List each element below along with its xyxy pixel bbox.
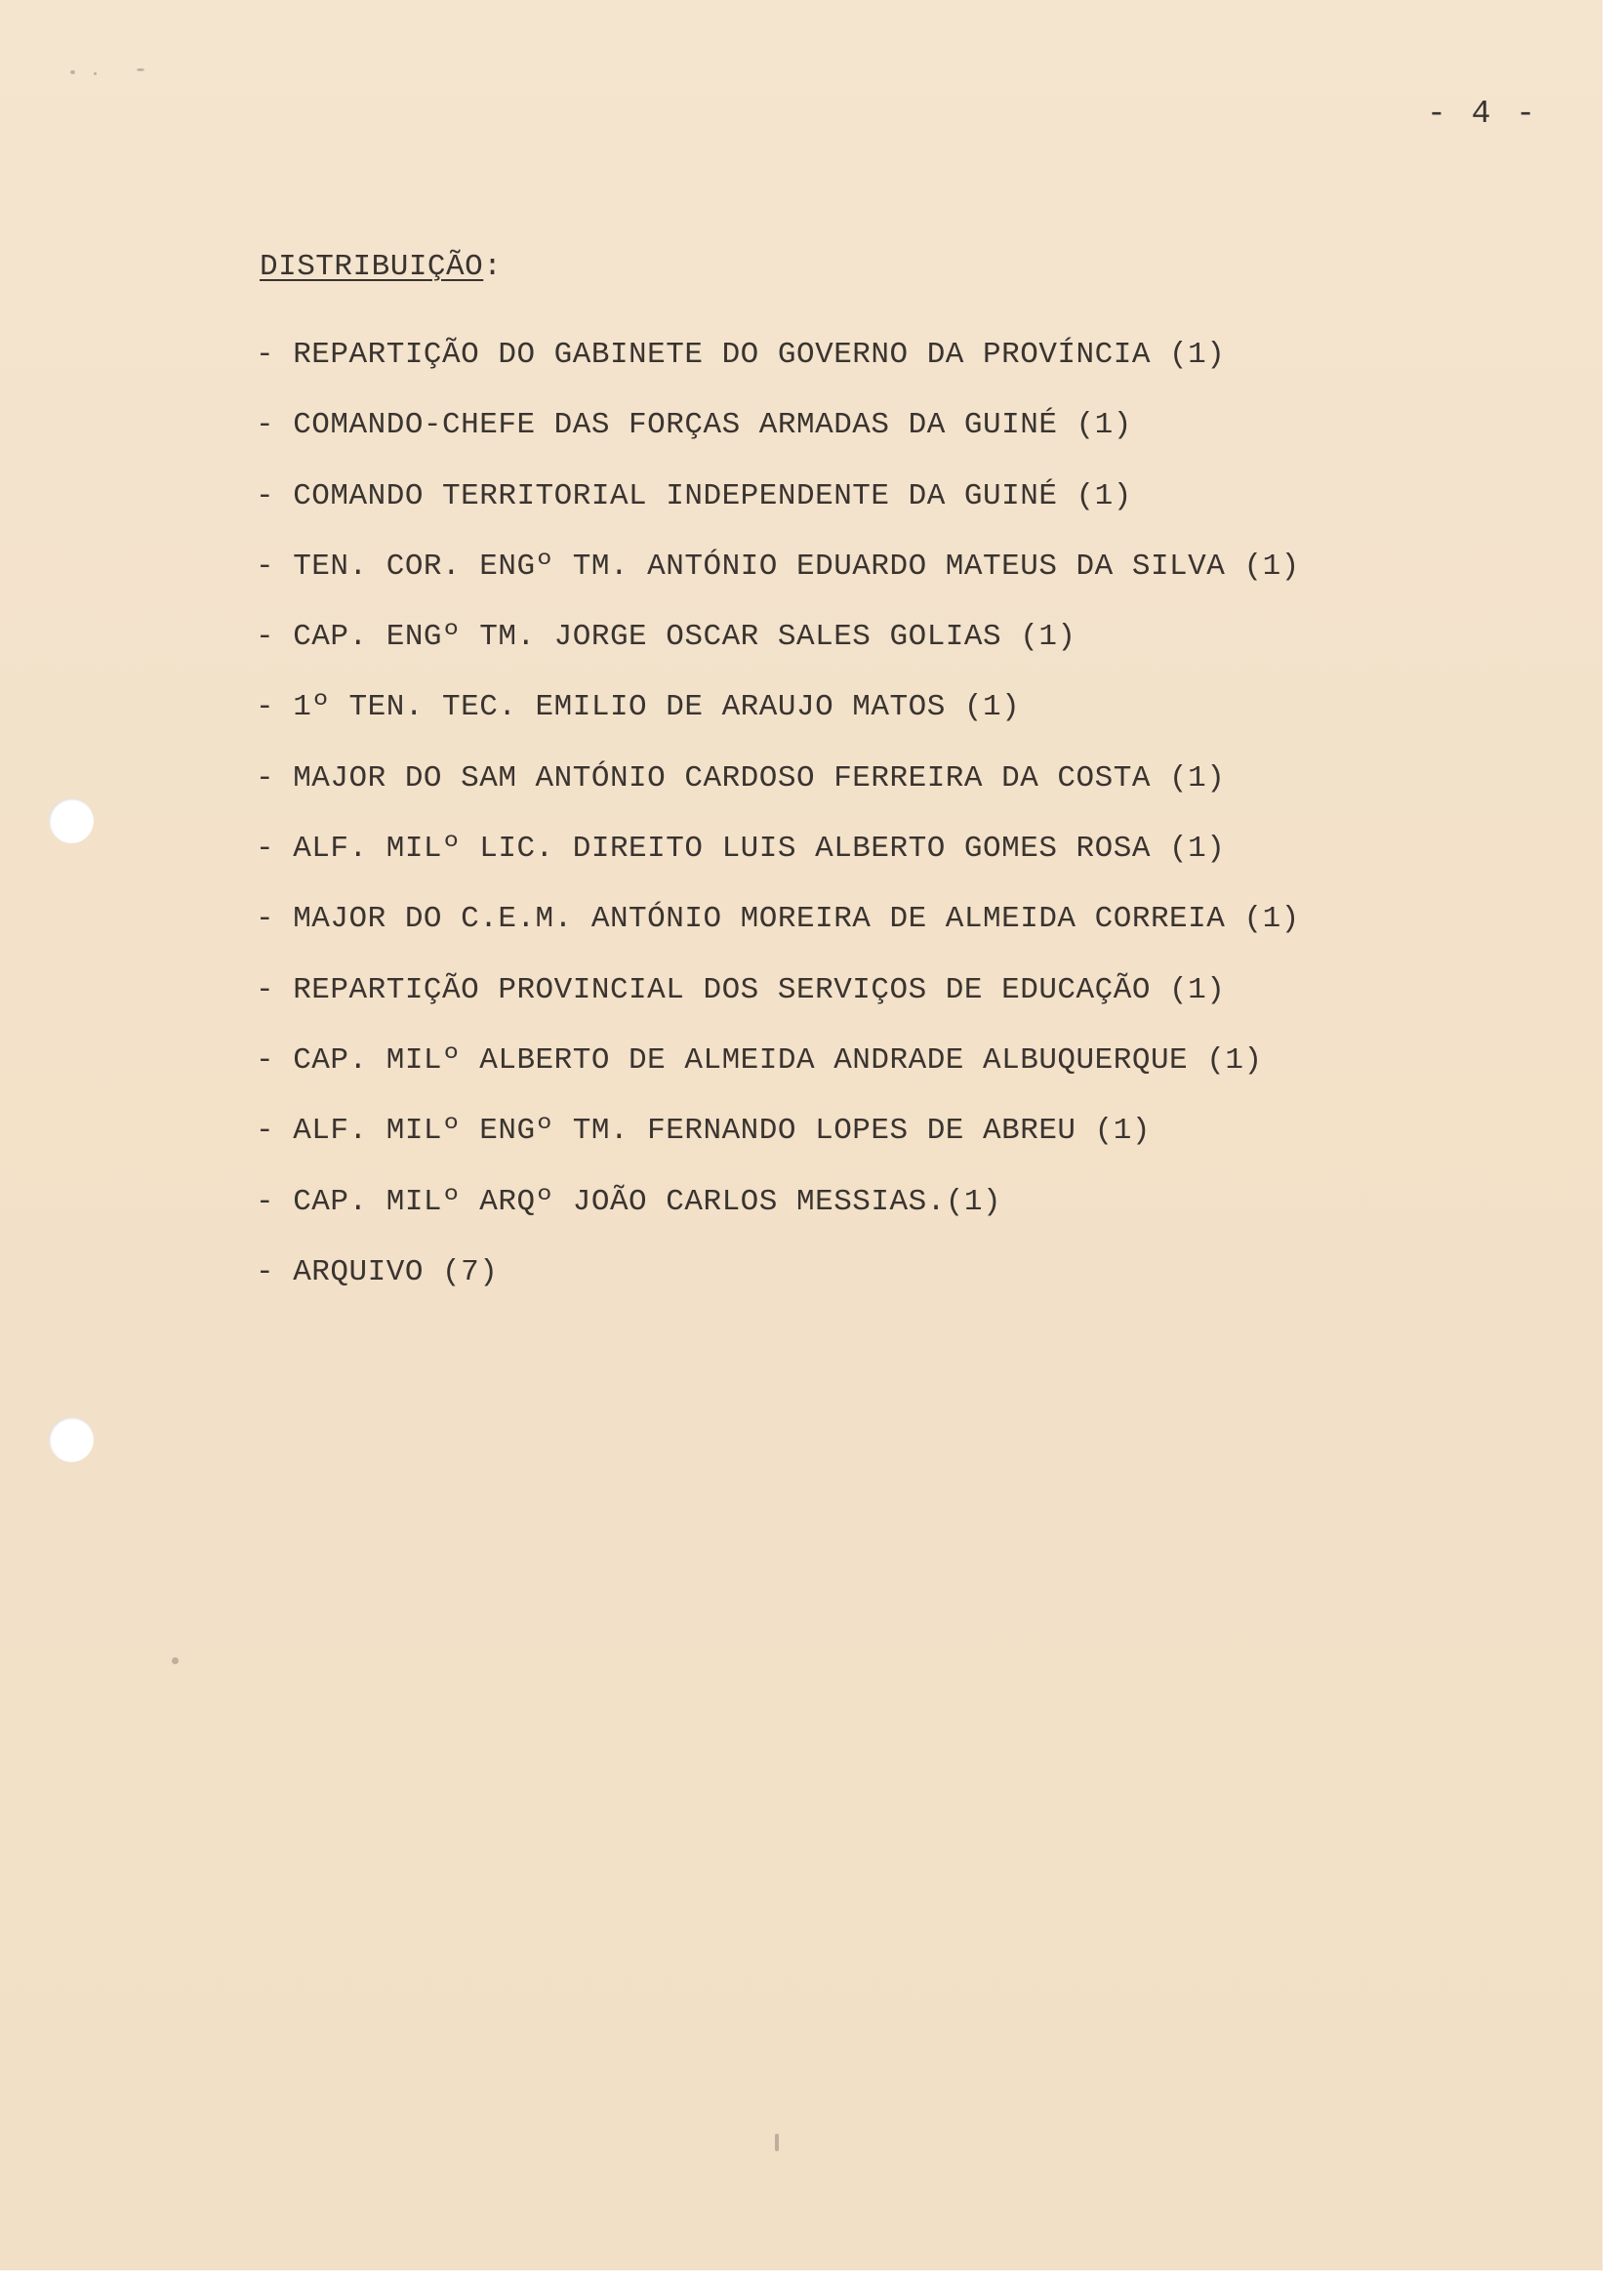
distribution-item: - 1º TEN. TEC. EMILIO DE ARAUJO MATOS (1) (256, 690, 1021, 725)
paper-speck (70, 70, 75, 74)
distribution-heading-colon: : (483, 250, 503, 284)
distribution-item: - CAP. ENGº TM. JORGE OSCAR SALES GOLIAS (1) (256, 620, 1076, 655)
scan-edge-right (1603, 0, 1624, 2284)
distribution-item: - COMANDO-CHEFE DAS FORÇAS ARMADAS DA GUINÉ (1) (256, 408, 1132, 443)
distribution-item: - CAP. MILº ALBERTO DE ALMEIDA ANDRADE ALBUQUERQUE (1) (256, 1042, 1263, 1078)
distribution-item: - REPARTIÇÃO PROVINCIAL DOS SERVIÇOS DE EDUCAÇÃO (1) (256, 972, 1226, 1007)
distribution-heading (260, 250, 502, 284)
distribution-item: - TEN. COR. ENGº TM. ANTÓNIO EDUARDO MATEUS DA SILVA (1) (256, 549, 1300, 584)
distribution-item: - ALF. MILº ENGº TM. FERNANDO LOPES DE ABREU (1) (256, 1114, 1151, 1149)
distribution-item: - ALF. MILº LIC. DIREITO LUIS ALBERTO GOMES ROSA (1) (256, 832, 1226, 867)
punch-hole-top (49, 798, 94, 843)
distribution-item: - COMANDO TERRITORIAL INDEPENDENTE DA GUINÉ (1) (256, 478, 1132, 513)
paper-speck (94, 72, 97, 75)
page-number: - 4 - (1427, 96, 1539, 132)
scan-edge-bottom (0, 2270, 1624, 2284)
distribution-item: - MAJOR DO SAM ANTÓNIO CARDOSO FERREIRA DA COSTA (1) (256, 760, 1226, 795)
distribution-item: - MAJOR DO C.E.M. ANTÓNIO MOREIRA DE ALMEIDA CORREIA (1) (256, 902, 1300, 937)
distribution-item: - CAP. MILº ARQº JOÃO CARLOS MESSIAS.(1) (256, 1184, 1002, 1219)
paper-speck (137, 68, 144, 71)
paper-speck (775, 2134, 779, 2151)
distribution-item: - REPARTIÇÃO DO GABINETE DO GOVERNO DA PROVÍNCIA (1) (256, 338, 1226, 372)
paper-speck (172, 1657, 179, 1664)
distribution-item: - ARQUIVO (7) (256, 1254, 499, 1289)
distribution-heading-title: DISTRIBUIÇÃO (260, 250, 484, 284)
distribution-list (256, 336, 1300, 1324)
punch-hole-bottom (49, 1417, 94, 1462)
